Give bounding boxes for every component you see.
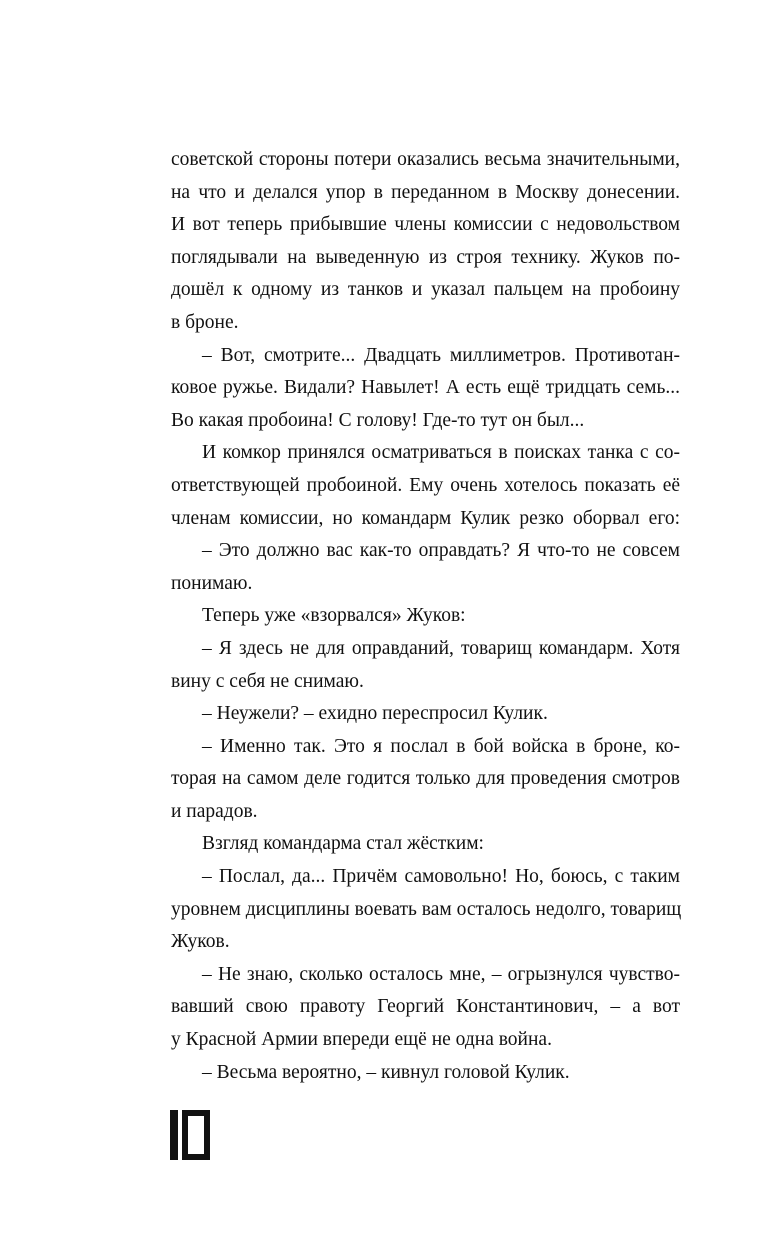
text-line: – Именно так. Это я послал в бой войска в броне, ко-: [202, 735, 680, 757]
text-line: Теперь уже «взорвался» Жуков:: [202, 605, 466, 627]
paragraph: [171, 828, 680, 861]
text-line: И комкор принялся осматриваться в поисках танка с со-: [202, 442, 680, 464]
text-line: – Неужели? – ехидно переспросил Кулик.: [202, 703, 548, 725]
paragraph: [171, 731, 680, 829]
paragraph: [171, 600, 680, 633]
text-line: вавший свою правоту Георгий Константинович, – а вот: [171, 996, 680, 1018]
page-number: [170, 1110, 210, 1160]
text-line: советской стороны потери оказались весьма значительными,: [171, 149, 680, 170]
text-line: в броне.: [171, 311, 239, 333]
text-line: членам комиссии, но командарм Кулик резко оборвал его:: [171, 507, 680, 529]
paragraph: [171, 698, 680, 731]
paragraph: [171, 861, 680, 959]
text-line: – Весьма вероятно, – кивнул головой Кулик.: [202, 1061, 570, 1083]
paragraph: [171, 437, 680, 535]
text-line: И вот теперь прибывшие члены комиссии с недовольством: [171, 214, 680, 236]
text-line: и парадов.: [171, 800, 258, 822]
text-line: ответствующей пробоиной. Ему очень хотелось показать её: [171, 474, 680, 496]
text-line: ковое ружье. Видали? Навылет! А есть ещё тридцать семь...: [171, 377, 680, 399]
text-line: торая на самом деле годится только для проведения смотров: [171, 768, 680, 790]
text-line: на что и делался упор в переданном в Москву донесении.: [171, 181, 680, 203]
paragraph: [171, 144, 680, 340]
text-line: Взгляд командарма стал жёстким:: [202, 833, 484, 855]
text-line: – Это должно вас как-то оправдать? Я что-то не совсем: [202, 540, 680, 562]
paragraph: [171, 633, 680, 698]
text-line: у Красной Армии впереди ещё не одна война.: [171, 1029, 552, 1051]
text-line: Во какая пробоина! С голову! Где-то тут он был...: [171, 409, 585, 431]
paragraph: [171, 959, 680, 1057]
text-line: поглядывали на выведенную из строя технику. Жуков по-: [171, 246, 680, 268]
text-line: понимаю.: [171, 572, 253, 594]
text-line: дошёл к одному из танков и указал пальцем на пробоину: [171, 279, 680, 301]
text-line: – Не знаю, сколько осталось мне, – огрызнулся чувство-: [202, 963, 680, 985]
page-text: [171, 144, 680, 1089]
paragraph: [171, 340, 680, 438]
text-line: – Вот, смотрите... Двадцать миллиметров. Противотан-: [202, 344, 680, 366]
paragraph: [171, 1057, 680, 1090]
text-line: – Послал, да... Причём самовольно! Но, боюсь, с таким: [202, 866, 680, 888]
paragraph: [171, 535, 680, 600]
text-line: – Я здесь не для оправданий, товарищ командарм. Хотя: [202, 637, 680, 659]
text-line: вину с себя не снимаю.: [171, 670, 364, 692]
text-line: Жуков.: [171, 931, 230, 953]
text-line: уровнем дисциплины воевать вам осталось недолго, товарищ: [171, 898, 682, 920]
